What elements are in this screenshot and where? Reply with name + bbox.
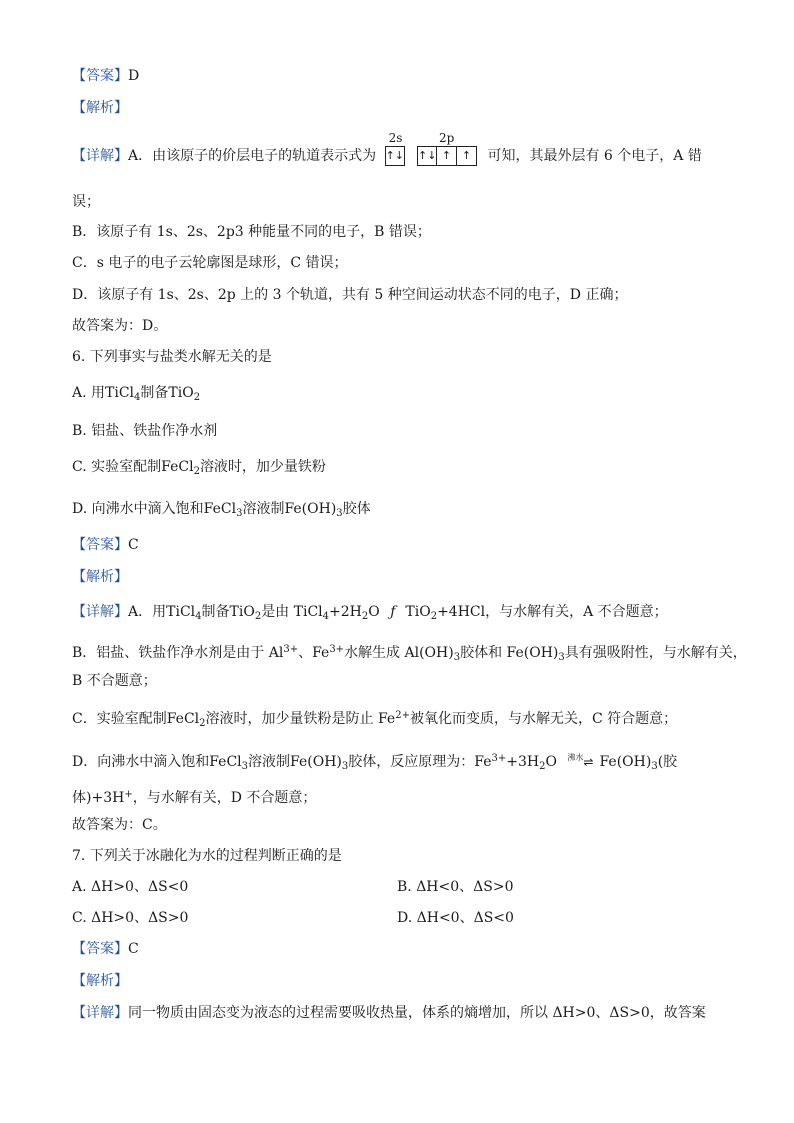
- subscript: 4: [134, 392, 141, 403]
- detail-text: A．由该原子的价层电子的轨道表示式为: [128, 148, 377, 164]
- answer-value: D: [128, 68, 140, 84]
- option-d: D. ΔH<0、ΔS<0: [397, 910, 514, 926]
- q6-detail-b-wrap: B 不合题意；: [72, 673, 157, 689]
- q6-analysis-tag: [72, 567, 128, 587]
- subscript: 2: [254, 611, 262, 622]
- q5-detail-a-wrap: 误；: [72, 194, 100, 210]
- superscript: 3+: [491, 753, 507, 764]
- detail-text: +2H: [329, 604, 362, 620]
- option-a: A. ΔH>0、ΔS<0: [72, 879, 189, 895]
- detail-text: +3H: [506, 754, 540, 770]
- subscript: 2: [193, 392, 201, 403]
- detail-text: 制备: [201, 604, 230, 620]
- superscript: 3+: [329, 644, 345, 655]
- detail-text: 同一物质由固态变为液态的过程需要吸收热量，体系的熵增加，所以 ΔH>0、ΔS>0，故答案: [128, 1005, 706, 1021]
- orbital-2p-label: 2p: [439, 131, 455, 145]
- q7-stem: 7. 下列关于冰融化为水的过程判断正确的是: [72, 848, 342, 864]
- orbital-2p-box-2: ↑: [437, 146, 457, 166]
- arrow-label: 沸水: [567, 753, 584, 762]
- q5-answer: [72, 66, 139, 86]
- q5-detail-a: [72, 131, 702, 166]
- detail-text: ，与水解有关，D 不合题意；: [132, 790, 317, 806]
- superscript: +: [124, 789, 133, 800]
- subscript: 2: [539, 761, 546, 772]
- boiling-arrow: $^{沸水}$⇌: [567, 753, 594, 769]
- superscript: 3+: [283, 644, 299, 655]
- detail-text: TiO: [405, 604, 431, 620]
- detail-text: 溶液时，加少量铁粉是防止 Fe: [205, 711, 396, 727]
- q7-answer: [72, 939, 139, 959]
- option-c: C. ΔH>0、ΔS>0: [72, 910, 189, 926]
- formula-tio2: TiO: [229, 604, 255, 620]
- detail-text: 是由 TiCl: [261, 604, 323, 620]
- detail-text: C．实验室配制: [72, 711, 167, 727]
- option-text: 制备: [140, 385, 169, 401]
- subscript: 3: [558, 652, 565, 663]
- detail-text: O: [368, 604, 380, 620]
- q6-detail-b: [72, 640, 747, 668]
- subscript: 3: [341, 761, 349, 772]
- answer-value: C: [128, 537, 139, 553]
- detail-text: 胶体，反应原理为：Fe: [348, 754, 492, 770]
- option-b: B. ΔH<0、ΔS>0: [397, 879, 514, 895]
- option-text: C. 实验室配制: [72, 459, 162, 475]
- subscript: 2: [430, 611, 438, 622]
- answer-tag: 【答案】: [72, 537, 128, 553]
- orbital-2s-label: 2s: [388, 131, 403, 145]
- answer-value: C: [128, 941, 139, 957]
- q5-conclusion: 故答案为：D。: [72, 318, 168, 334]
- option-text: 溶液制: [242, 501, 285, 517]
- detail-text: A．用: [128, 604, 167, 620]
- q7-options-row-2: [72, 908, 722, 928]
- detail-text: 溶液制: [248, 754, 291, 770]
- q6-option-a: [72, 383, 200, 408]
- option-text: 胶体: [342, 501, 371, 517]
- q6-answer: [72, 535, 139, 555]
- detail-text: 胶体和 Fe(OH): [460, 645, 559, 661]
- q6-stem: 6. 下列事实与盐类水解无关的是: [72, 349, 272, 365]
- detail-text: +4HCl，与水解有关，A 不合题意；: [437, 604, 668, 620]
- q6-detail-a: [72, 602, 668, 627]
- formula-fecl2: FeCl: [166, 711, 200, 727]
- subscript: 3: [453, 652, 461, 663]
- orbital-2p-group: [417, 131, 477, 166]
- detail-text: 可知，其最外层有 6 个电子，A 错: [487, 148, 702, 164]
- detail-text: 、Fe: [298, 645, 330, 661]
- q5-detail-c: C．s 电子的电子云轮廓图是球形，C 错误；: [72, 255, 348, 271]
- q5-analysis-tag: [72, 98, 128, 118]
- option-text: D. 向沸水中滴入饱和: [72, 501, 204, 517]
- formula-tio2: TiO: [168, 385, 194, 401]
- formula-fecl2: FeCl: [161, 459, 194, 475]
- formula-fecl3: FeCl: [209, 754, 242, 770]
- subscript: 2: [199, 718, 206, 729]
- detail-text: B．铝盐、铁盐作净水剂是由于 Al: [72, 645, 284, 661]
- q7-options-row-1: [72, 877, 722, 897]
- detail-text: D．向沸水中滴入饱和: [72, 754, 210, 770]
- q5-detail-b: B．该原子有 1s、2s、2p3 种能量不同的电子，B 错误；: [72, 224, 431, 240]
- option-text: 溶液时，加少量铁粉: [199, 459, 326, 475]
- analysis-tag: 【解析】: [72, 973, 128, 989]
- subscript: 3: [336, 508, 343, 519]
- detail-text: O: [545, 754, 557, 770]
- analysis-tag: 【解析】: [72, 569, 128, 585]
- q6-detail-c: [72, 706, 677, 734]
- detail-tag: 【详解】: [72, 1005, 128, 1021]
- detail-text: 体)+3H: [72, 790, 125, 806]
- superscript: 2+: [395, 710, 410, 721]
- subscript: 3: [241, 761, 249, 772]
- q7-detail: [72, 1003, 706, 1023]
- formula-feoh3: Fe(OH): [284, 501, 337, 517]
- formula-ticl4: TiCl: [105, 385, 135, 401]
- option-text: A. 用: [72, 385, 106, 401]
- formula-fecl3: FeCl: [203, 501, 237, 517]
- equilibrium-symbol: ƒ: [390, 604, 396, 620]
- subscript: 3: [236, 508, 243, 519]
- orbital-diagram: [385, 131, 405, 166]
- detail-text: (胶: [657, 754, 678, 770]
- q5-detail-d: D．该原子有 1s、2s、2p 上的 3 个轨道，共有 5 种空间运动状态不同的电子，D 正确；: [72, 287, 628, 303]
- analysis-tag: 【解析】: [72, 100, 128, 116]
- orbital-2p-box-3: ↑: [457, 146, 477, 166]
- q6-conclusion: 故答案为：C。: [72, 817, 167, 833]
- subscript: 2: [193, 466, 200, 477]
- orbital-2s-box: ↑↓: [385, 146, 405, 166]
- detail-text: 被氧化而变质，与水解无关，C 符合题意；: [409, 711, 678, 727]
- q6-option-d: [72, 499, 371, 524]
- q6-option-c: [72, 457, 326, 482]
- subscript: 2: [361, 611, 369, 622]
- detail-text: 水解生成 Al(OH): [344, 645, 454, 661]
- detail-text: 具有强吸附性，与水解有关，: [564, 645, 747, 661]
- subscript: 4: [195, 611, 202, 622]
- formula-ticl4: TiCl: [166, 604, 196, 620]
- answer-tag: 【答案】: [72, 68, 128, 84]
- detail-text: Fe(OH): [599, 754, 652, 770]
- detail-tag: 【详解】: [72, 604, 128, 620]
- answer-tag: 【答案】: [72, 941, 128, 957]
- subscript: 3: [651, 761, 658, 772]
- subscript: 4: [322, 611, 330, 622]
- detail-tag: 【详解】: [72, 148, 128, 164]
- q6-detail-d: [72, 748, 677, 777]
- formula-feoh3: Fe(OH): [290, 754, 342, 770]
- q7-analysis-tag: [72, 971, 128, 991]
- q6-option-b: B. 铝盐、铁盐作净水剂: [72, 423, 218, 439]
- q6-detail-d-wrap: [72, 785, 316, 808]
- orbital-2p-box-1: ↑↓: [417, 146, 437, 166]
